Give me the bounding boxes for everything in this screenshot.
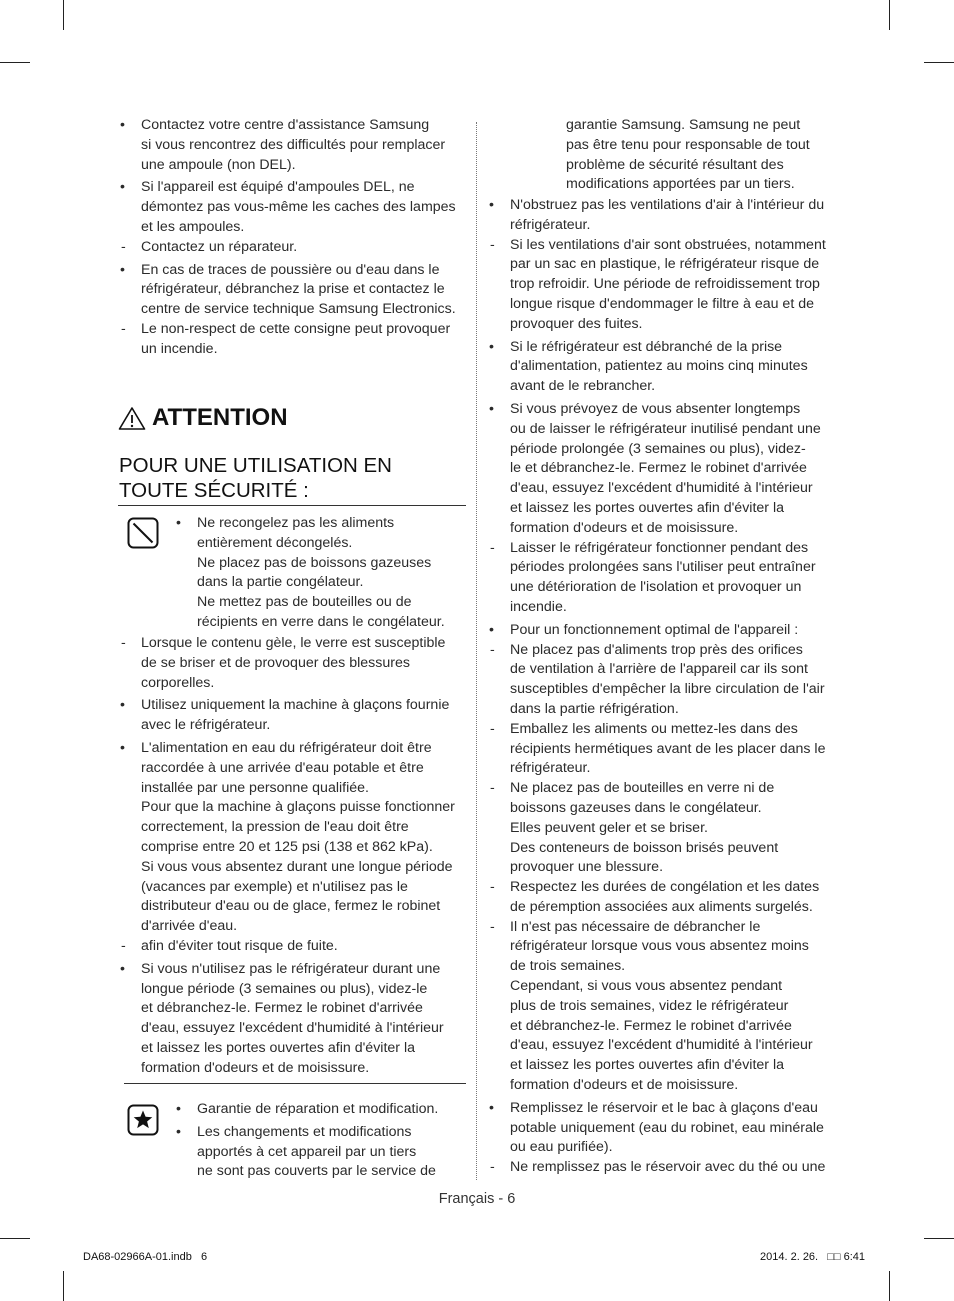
item-text: Garantie de réparation et modification.	[197, 1101, 439, 1117]
dash-item	[487, 236, 837, 335]
bullet-marker: •	[120, 739, 125, 756]
section-subheading: POUR UNE UTILISATION EN TOUTE SÉCURITÉ :	[119, 454, 392, 502]
item-text: Si l'appareil est équipé d'ampoules DEL, ne démontez pas vous-même les caches des lampes et les ampoules.	[141, 179, 456, 235]
item-text: Emballez les aliments ou mettez-les dans des récipients hermétiques avant de les placer dans le réfrigérateur.	[510, 720, 826, 777]
bullet-item	[118, 261, 468, 320]
attention-title: ATTENTION	[152, 404, 288, 431]
item-text: Si vous prévoyez de vous absenter longtemps ou de laisser le réfrigérateur inutilisé pendant une période prolongée (3 semaines ou plus), videz- le et débranchez-le. Fermez le robinet d'arrivée d'eau, essuyez l'excédent d'humidité à l'intérieur et laissez les portes ouvertes afin d'éviter la formation d'odeurs et de moisissure.	[510, 400, 821, 536]
dash-item	[487, 779, 837, 878]
item-text: Utilisez uniquement la machine à glaçons fournie avec le réfrigérateur.	[141, 697, 450, 734]
item-text: Contactez votre centre d'assistance Samsung si vous rencontrez des difficultés pour remplacer une ampoule (non DEL).	[141, 117, 446, 173]
bullet-item	[487, 621, 837, 641]
bullet-item	[174, 1123, 466, 1182]
crop-mark	[63, 0, 64, 30]
dash-item	[487, 918, 837, 1096]
right-list	[487, 196, 837, 1178]
bullet-item	[118, 696, 468, 736]
dash-item	[118, 320, 468, 360]
file-name: DA68-02966A-01.indb 6	[83, 1251, 208, 1263]
item-text: Ne placez pas de bouteilles en verre ni de boissons gazeuses dans le congélateur. Elles peuvent geler et se briser. Des conteneurs de boisson brisés peuvent provoquer une blessure.	[510, 780, 779, 876]
bullet-item	[118, 739, 468, 937]
dash-marker: -	[490, 879, 495, 896]
item-text: Pour un fonctionnement optimal de l'appareil :	[510, 621, 799, 638]
bullet-marker: •	[176, 1123, 181, 1140]
item-text: Si vous n'utilisez pas le réfrigérateur durant une longue période (3 semaines ou plus), videz-le et débranchez-le. Fermez le robinet d'arrivée d'eau, essuyez l'excédent d'humidité à l'intérieur et laissez les portes ouvertes afin d'éviter la formation d'odeurs et de moisissure.	[141, 960, 444, 1076]
dash-item	[487, 539, 837, 618]
item-text: Remplissez le réservoir et le bac à glaçons d'eau potable uniquement (eau du robinet, eau minérale ou eau purifiée).	[510, 1099, 824, 1156]
prohibited-icon	[127, 517, 159, 554]
dash-item	[487, 641, 837, 720]
bullet-marker: •	[120, 179, 125, 196]
dash-item	[487, 878, 837, 918]
bullet-marker: •	[176, 1101, 181, 1117]
item-text: Les changements et modifications apportés à cet appareil par un tiers ne sont pas couverts par le service de	[197, 1123, 436, 1180]
crop-mark	[889, 0, 890, 30]
dash-marker: -	[121, 238, 126, 255]
item-text: Respectez les durées de congélation et les dates de péremption associées aux aliments surgelés.	[510, 879, 820, 915]
item-text: Ne remplissez pas le réservoir avec du thé ou une	[510, 1159, 826, 1176]
dash-item	[118, 238, 468, 258]
dash-marker: -	[490, 918, 495, 935]
crop-mark	[0, 1238, 30, 1239]
dash-marker: -	[490, 641, 495, 658]
item-text: Le non-respect de cette consigne peut provoquer un incendie.	[141, 320, 451, 357]
bullet-item	[487, 338, 837, 397]
left-top-list	[118, 116, 468, 360]
bullet-item	[118, 960, 468, 1079]
item-text: Ne placez pas d'aliments trop près des orifices de ventilation à l'arrière de l'appareil car ils sont susceptibles d'empêcher la libre circulation de l'air dans la partie réfrigération.	[510, 641, 825, 717]
dash-item	[118, 937, 468, 957]
left-mid-list	[118, 634, 468, 1079]
star-note-icon	[127, 1104, 159, 1141]
bullet-marker: •	[176, 515, 181, 531]
item-text: En cas de traces de poussière ou d'eau dans le réfrigérateur, débranchez la prise et contactez le centre de service technique Samsung Electronics.	[141, 261, 456, 318]
dash-marker: -	[490, 539, 495, 556]
bullet-item	[118, 116, 468, 175]
item-text: Si les ventilations d'air sont obstruées, notamment par un sac en plastique, le réfrigérateur risque de trop refroidir. Une période de refroidissement trop longue risque d'endommager le filtre à eau et de provoquer des fuites.	[510, 236, 826, 332]
bullet-marker: •	[489, 1099, 494, 1116]
item-text: Laisser le réfrigérateur fonctionner pendant des périodes prolongées sans l'utiliser peut entraîner une détérioration de l'isolation et provoquer un incendie.	[510, 539, 816, 615]
bullet-marker: •	[120, 697, 125, 714]
note-list	[174, 1100, 466, 1182]
page-number: Français - 6	[438, 1191, 516, 1207]
bullet-marker: •	[120, 117, 125, 133]
dash-marker: -	[490, 236, 495, 253]
bullet-marker: •	[489, 400, 494, 417]
dash-marker: -	[121, 320, 126, 337]
item-text: Ne recongelez pas les aliments entièrement décongelés. Ne placez pas de boissons gazeuses dans la partie congélateur. Ne mettez pas de bouteilles ou de récipients en verre dans le congélateur.	[197, 515, 445, 630]
note-rule	[124, 1083, 466, 1084]
crop-mark	[924, 62, 954, 63]
bullet-marker: •	[489, 338, 494, 355]
warning-icon	[118, 406, 146, 431]
item-text: Il n'est pas nécessaire de débrancher le réfrigérateur lorsque vous vous absentez moins de trois semaines. Cependant, si vous vous absentez pendant plus de trois semaines, videz le réfrigérateur et débranchez-le. Fermez le robinet d'arrivée d'eau, essuyez l'excédent d'humidité à l'intérieur et laissez les portes ouvertes afin d'éviter la formation d'odeurs et de moisissure.	[510, 918, 813, 1094]
bullet-item	[174, 1100, 466, 1120]
dash-item	[487, 1158, 837, 1178]
dash-marker: -	[490, 1159, 495, 1176]
bullet-item	[174, 514, 466, 633]
bullet-marker: •	[120, 261, 125, 278]
prohibited-list	[174, 514, 466, 633]
item-text: afin d'éviter tout risque de fuite.	[141, 937, 338, 954]
bullet-item	[487, 1099, 837, 1158]
bullet-marker: •	[120, 960, 125, 977]
print-date: 2014. 2. 26. □□ 6:41	[760, 1251, 866, 1263]
item-text: N'obstruez pas les ventilations d'air à l'intérieur du réfrigérateur.	[510, 197, 825, 233]
dash-item	[118, 634, 468, 693]
bullet-marker: •	[489, 621, 494, 638]
crop-mark	[0, 62, 30, 63]
item-text: Lorsque le contenu gèle, le verre est susceptible de se briser et de provoquer des blessures corporelles.	[141, 635, 446, 691]
item-text: Contactez un réparateur.	[141, 238, 298, 255]
bullet-item	[487, 400, 837, 539]
crop-mark	[63, 1271, 64, 1301]
right-continuation: garantie Samsung. Samsung ne peut pas être tenu pour responsable de tout problème de sécurité résultant des modifications apportées par un tiers.	[566, 117, 810, 193]
column-divider	[476, 122, 477, 1180]
bullet-item	[118, 178, 468, 237]
dash-marker: -	[490, 780, 495, 797]
item-text: Si le réfrigérateur est débranché de la prise d'alimentation, patientez au moins cinq minutes avant de le rebrancher.	[510, 338, 808, 395]
dash-item	[487, 720, 837, 779]
attention-heading	[118, 404, 288, 432]
section-rule	[118, 505, 466, 506]
dash-marker: -	[490, 720, 495, 737]
bullet-item	[487, 196, 837, 236]
crop-mark	[889, 1271, 890, 1301]
crop-mark	[924, 1238, 954, 1239]
item-text: L'alimentation en eau du réfrigérateur doit être raccordée à une arrivée d'eau potable et être installée par une personne qualifiée. Pour que la machine à glaçons puisse fonctionner correctement, la pression de l'eau doit être comprise entre 20 et 125 psi (138 et 862 kPa). Si vous vous absentez durant une longue période (vacances par exemple) et n'utilisez pas le distributeur d'eau ou de glace, fermez le robinet d'arrivée d'eau.	[141, 739, 455, 935]
bullet-marker: •	[489, 197, 494, 213]
dash-marker: -	[121, 635, 126, 651]
dash-marker: -	[121, 937, 126, 954]
